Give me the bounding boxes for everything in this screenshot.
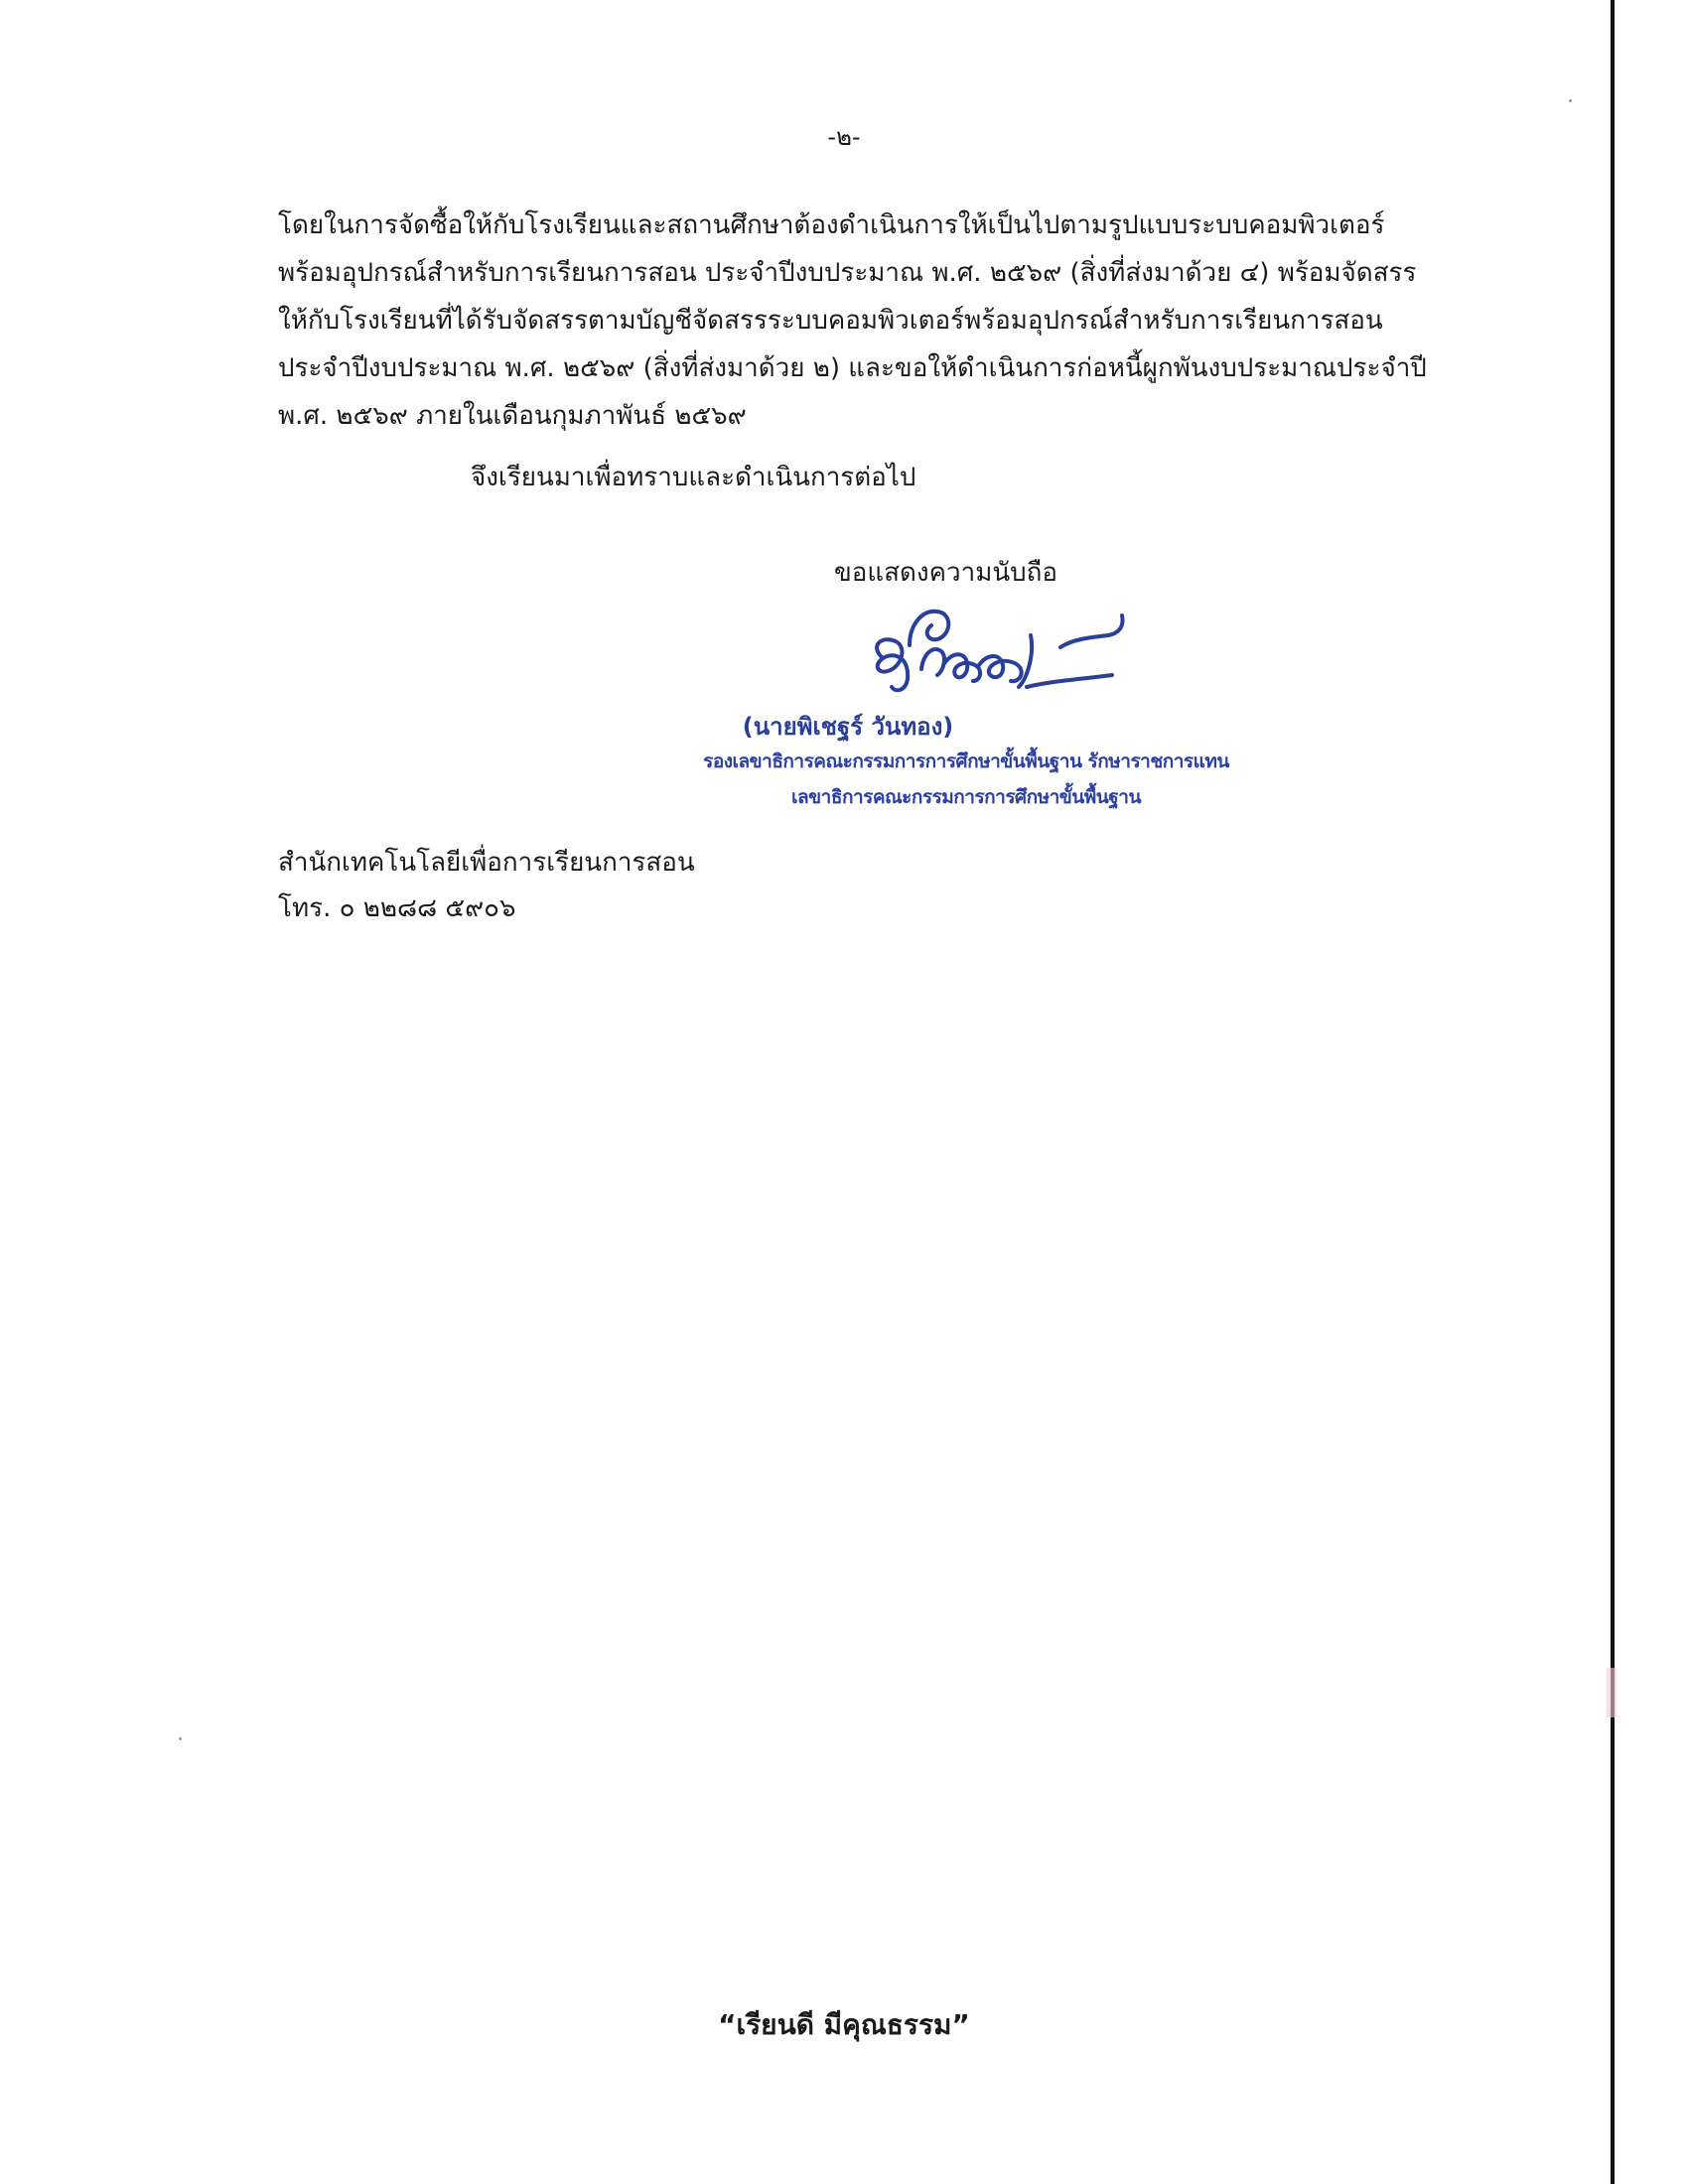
scan-speck [1569,99,1572,102]
body-line: พ.ศ. ๒๕๖๙ ภายในเดือนกุมภาพันธ์ ๒๕๖๙ [278,401,747,431]
body-paragraph [278,202,1470,440]
office-phone: โทร. ๐ ๒๒๘๘ ๕๙๐๖ [278,893,516,923]
body-line: โดยในการจัดซื้อให้กับโรงเรียนและสถานศึกษาต้องดำเนินการให้เป็นไปตามรูปแบบระบบคอมพิวเตอร์ [278,210,1385,240]
salutation: ขอแสดงความนับถือ [834,558,1057,588]
signer-title-line-2: เลขาธิการคณะกรรมการการศึกษาขั้นพื้นฐาน [791,786,1141,808]
signer-name: (นายพิเชฐร์ วันทอง) [742,713,954,741]
body-line: ประจำปีงบประมาณ พ.ศ. ๒๕๖๙ (สิ่งที่ส่งมาด้วย ๒) และขอให้ดำเนินการก่อหนี้ผูกพันงบประมาณประจำปี [278,353,1427,383]
body-line: พร้อมอุปกรณ์สำหรับการเรียนการสอน ประจำปีงบประมาณ พ.ศ. ๒๕๖๙ (สิ่งที่ส่งมาด้วย ๔) พร้อมจัดสรร [278,258,1417,288]
handwritten-signature [852,596,1140,705]
office-name: สำนักเทคโนโลยีเพื่อการเรียนการสอน [278,848,695,878]
footer-motto: “เรียนดี มีคุณธรรม” [718,2008,970,2041]
scan-edge-border [1611,0,1615,2184]
body-line: ให้กับโรงเรียนที่ได้รับจัดสรรตามบัญชีจัดสรรระบบคอมพิวเตอร์พร้อมอุปกรณ์สำหรับการเรียนการสอน [278,306,1383,336]
scan-edge-tint [1607,1668,1617,1717]
closing-line: จึงเรียนมาเพื่อทราบและดำเนินการต่อไป [471,463,916,492]
signer-title-line-1: รองเลขาธิการคณะกรรมการการศึกษาขั้นพื้นฐาน รักษาราชการแทน [703,751,1229,772]
page-number: -๒- [827,123,861,151]
scan-speck [179,1737,182,1740]
